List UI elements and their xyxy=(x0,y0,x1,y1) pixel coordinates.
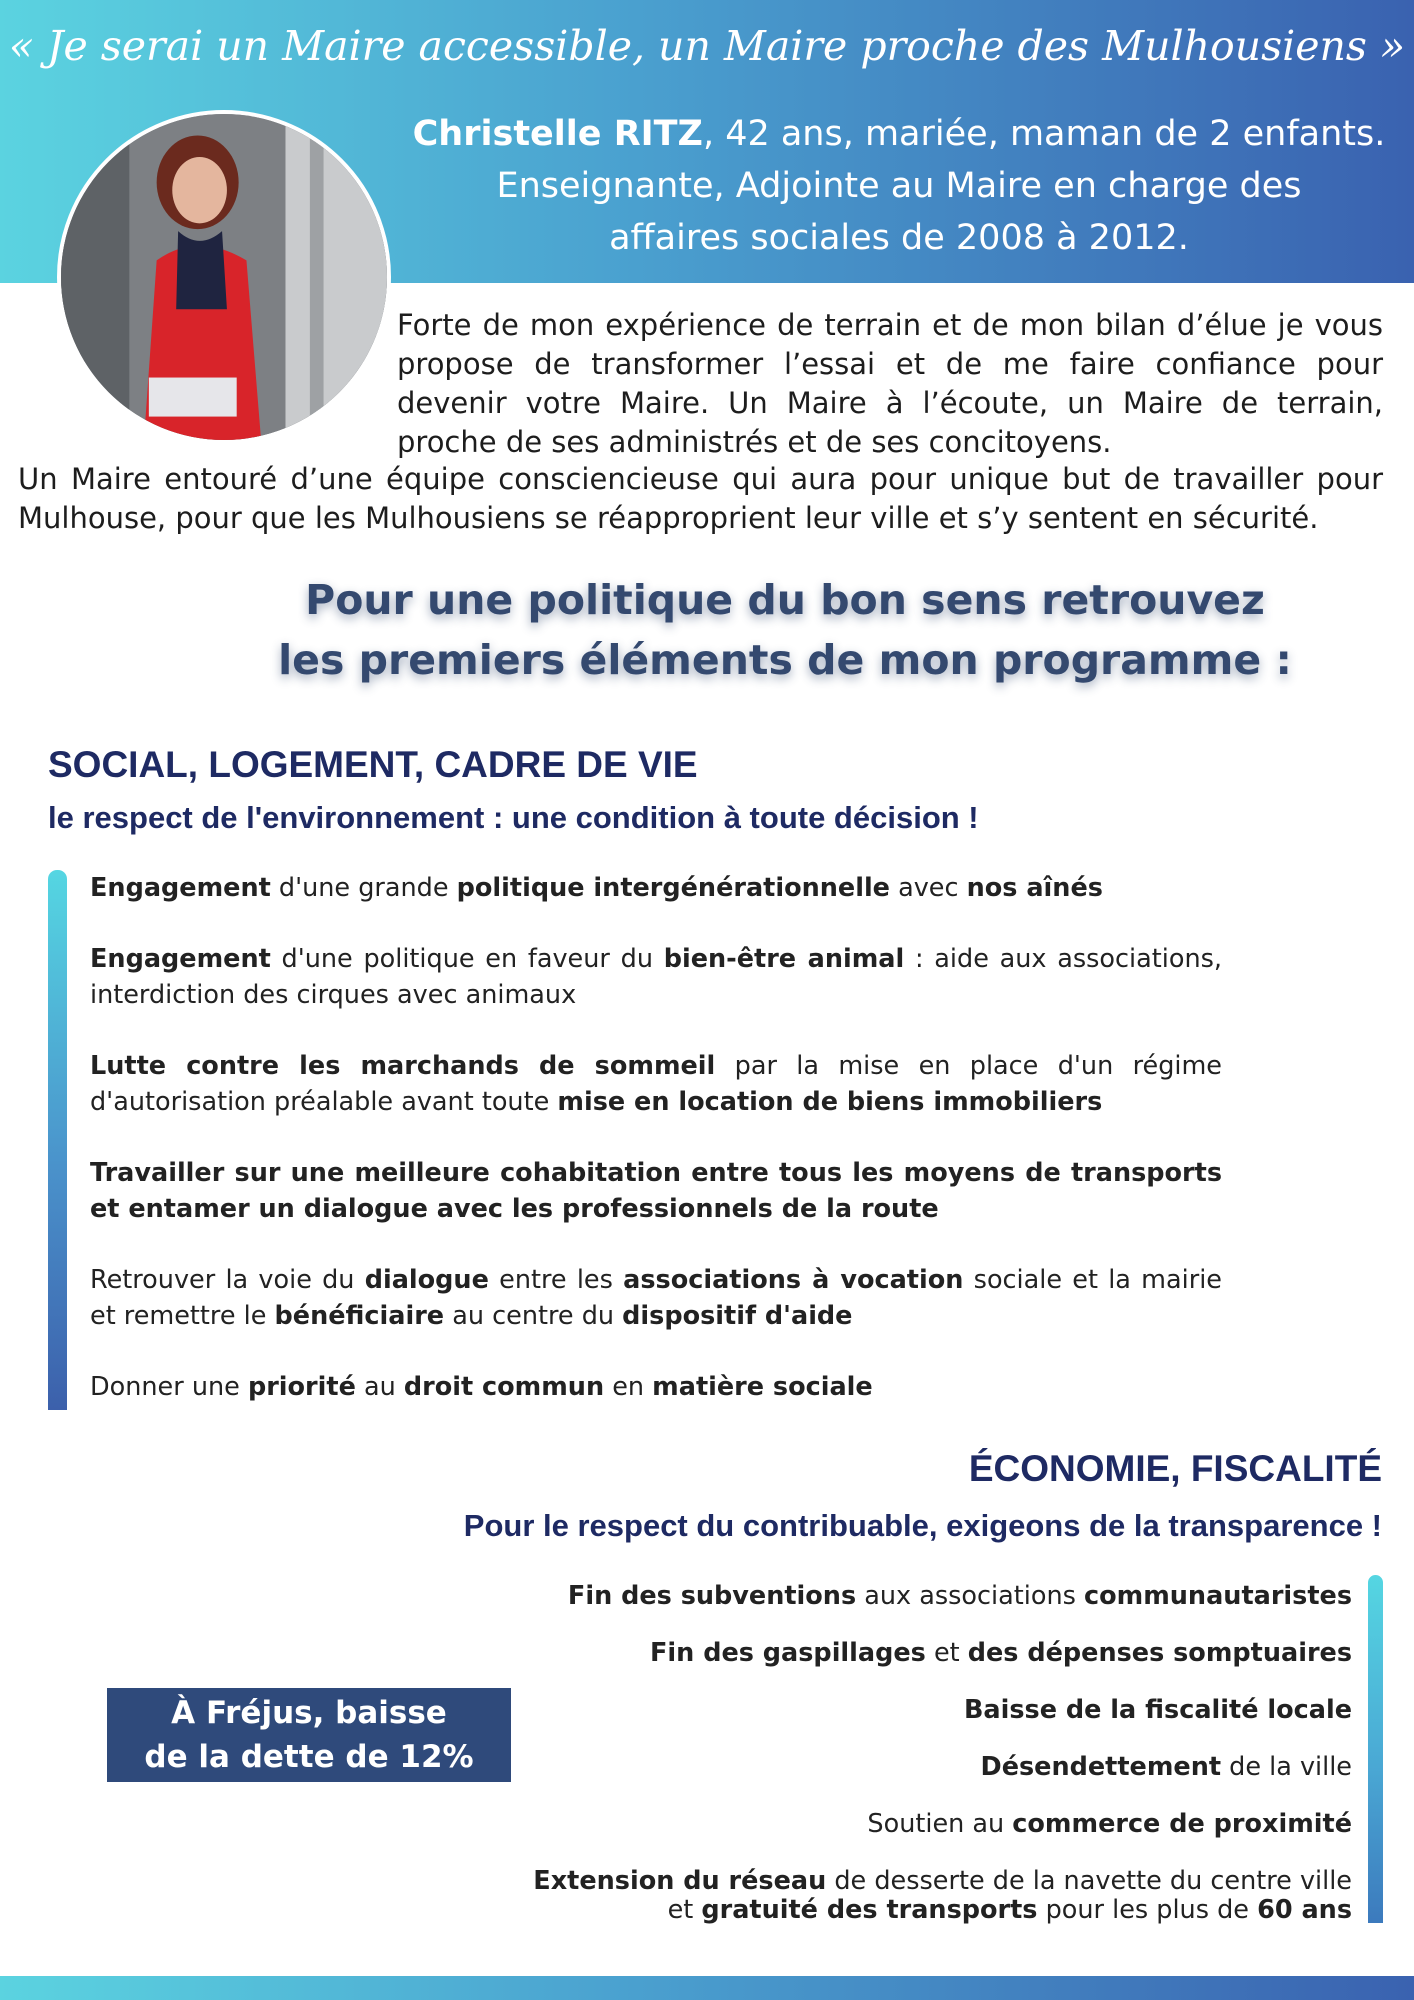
program-item-emphasis: commerce de proximité xyxy=(1012,1809,1352,1839)
program-item-text: au centre du xyxy=(444,1301,623,1331)
section-social-subtitle: le respect de l'environnement : une condition à toute décision ! xyxy=(48,800,979,835)
program-item-emphasis: dialogue xyxy=(364,1265,489,1295)
program-item-emphasis: Fin des gaspillages xyxy=(650,1638,926,1668)
program-heading xyxy=(180,570,1390,690)
intro-paragraph-2: Un Maire entouré d’une équipe consciencieuse qui aura pour unique but de travailler pour Mulhouse, pour que les Mulhousiens se réapproprient leur ville et s’y sentent en sécurité. xyxy=(18,462,1383,535)
program-item-text: par la mise en place d'un régime d'autorisation préalable avant toute xyxy=(90,1051,1222,1117)
section-economy-subtitle: Pour le respect du contribuable, exigeons de la transparence ! xyxy=(463,1508,1382,1543)
program-item-emphasis: priorité xyxy=(247,1372,356,1402)
program-item-text: aux associations xyxy=(856,1581,1084,1611)
program-item xyxy=(372,1753,1352,1782)
program-item-text: Retrouver la voie du xyxy=(90,1265,365,1295)
program-item-emphasis: Baisse de la fiscalité locale xyxy=(963,1695,1352,1725)
program-heading-line-2: les premiers éléments de mon programme : xyxy=(278,636,1292,684)
program-item-emphasis: dispositif d'aide xyxy=(622,1301,853,1331)
program-item-text: de desserte de la navette du centre ville xyxy=(826,1866,1352,1896)
program-item-text: entre les xyxy=(488,1265,624,1295)
program-item xyxy=(90,1048,1222,1120)
program-item-text: Soutien au xyxy=(867,1809,1013,1839)
program-item-emphasis: mise en location de biens immobiliers xyxy=(557,1087,1103,1117)
footer-band xyxy=(0,1976,1414,2000)
candidate-name: Christelle RITZ xyxy=(412,114,703,154)
program-item-text: au xyxy=(355,1372,404,1402)
program-item-emphasis: Engagement xyxy=(90,944,271,974)
candidate-portrait-image xyxy=(61,114,387,440)
bio-line-3: affaires sociales de 2008 à 2012. xyxy=(609,218,1189,258)
section-economy-accent-bar xyxy=(1368,1575,1383,1923)
program-item xyxy=(372,1696,1352,1725)
program-item xyxy=(372,1639,1352,1668)
program-item-emphasis: communautaristes xyxy=(1084,1581,1352,1611)
program-item-text: et xyxy=(925,1638,968,1668)
program-item-text: d'une grande xyxy=(270,873,457,903)
fact-line-2: de la dette de 12% xyxy=(144,1739,474,1775)
program-item-emphasis: bénéficiaire xyxy=(274,1301,445,1331)
candidate-photo xyxy=(57,110,391,444)
program-item-emphasis: Fin des subventions xyxy=(567,1581,857,1611)
program-item-text: et xyxy=(667,1895,702,1925)
program-item xyxy=(90,941,1222,1013)
program-item-text: de la ville xyxy=(1221,1752,1352,1782)
program-item-text: avec xyxy=(889,873,967,903)
program-item-emphasis: droit commun xyxy=(403,1372,605,1402)
slogan-quote: « Je serai un Maire accessible, un Maire proche des Mulhousiens » xyxy=(8,22,1406,70)
program-item-emphasis: Travailler sur une meilleure cohabitation entre tous les moyens de transports et entamer un dialogue avec les professionnels de la route xyxy=(90,1158,1222,1224)
program-item xyxy=(90,870,1222,906)
program-item-emphasis: Engagement xyxy=(90,873,271,903)
program-item-emphasis: Lutte contre les marchands de sommeil xyxy=(90,1051,716,1081)
program-item-emphasis: gratuité des transports xyxy=(701,1895,1038,1925)
fact-line-1: À Fréjus, baisse xyxy=(171,1695,447,1731)
program-item-text: pour les plus de xyxy=(1037,1895,1258,1925)
program-item-text: sociale et la mairie et remettre le xyxy=(90,1265,1222,1331)
program-item xyxy=(372,1867,1352,1925)
program-item xyxy=(372,1810,1352,1839)
program-item-emphasis: bien-être animal xyxy=(663,944,905,974)
program-item-emphasis: Extension du réseau xyxy=(533,1866,827,1896)
program-item-emphasis: matière sociale xyxy=(652,1372,873,1402)
program-item-text: d'une politique en faveur du xyxy=(270,944,664,974)
program-item-emphasis: associations à vocation xyxy=(623,1265,964,1295)
program-item-emphasis: 60 ans xyxy=(1257,1895,1352,1925)
program-item-text: Donner une xyxy=(90,1372,248,1402)
program-item xyxy=(90,1155,1222,1227)
program-item-emphasis: nos aînés xyxy=(966,873,1103,903)
program-item xyxy=(90,1369,1222,1405)
program-item xyxy=(90,1262,1222,1334)
program-item-emphasis: politique intergénérationnelle xyxy=(456,873,890,903)
section-social-title: SOCIAL, LOGEMENT, CADRE DE VIE xyxy=(48,744,698,785)
program-item-text: : aide aux associations, interdiction des cirques avec animaux xyxy=(90,944,1222,1010)
program-item-emphasis: des dépenses somptuaires xyxy=(967,1638,1352,1668)
program-item-emphasis: Désendettement xyxy=(980,1752,1222,1782)
frejus-fact-box xyxy=(107,1688,511,1782)
bio-line-2: Enseignante, Adjointe au Maire en charge des xyxy=(496,166,1302,206)
program-item xyxy=(372,1582,1352,1611)
program-item-text: en xyxy=(604,1372,653,1402)
bio-line-1: , 42 ans, mariée, maman de 2 enfants. xyxy=(702,114,1386,154)
section-social-accent-bar xyxy=(48,870,67,1410)
intro-paragraph-1: Forte de mon expérience de terrain et de mon bilan d’élue je vous propose de transformer l’essai et de me faire confiance pour devenir votre Maire. Un Maire à l’écoute, un Maire de terrain, proche de ses administrés et de ses concitoyens. xyxy=(397,308,1383,459)
section-social-list xyxy=(90,870,1222,1440)
candidate-bio xyxy=(384,108,1414,264)
section-economy-list xyxy=(372,1582,1352,1953)
program-heading-line-1: Pour une politique du bon sens retrouvez xyxy=(305,576,1265,624)
section-economy-title: ÉCONOMIE, FISCALITÉ xyxy=(968,1448,1382,1489)
